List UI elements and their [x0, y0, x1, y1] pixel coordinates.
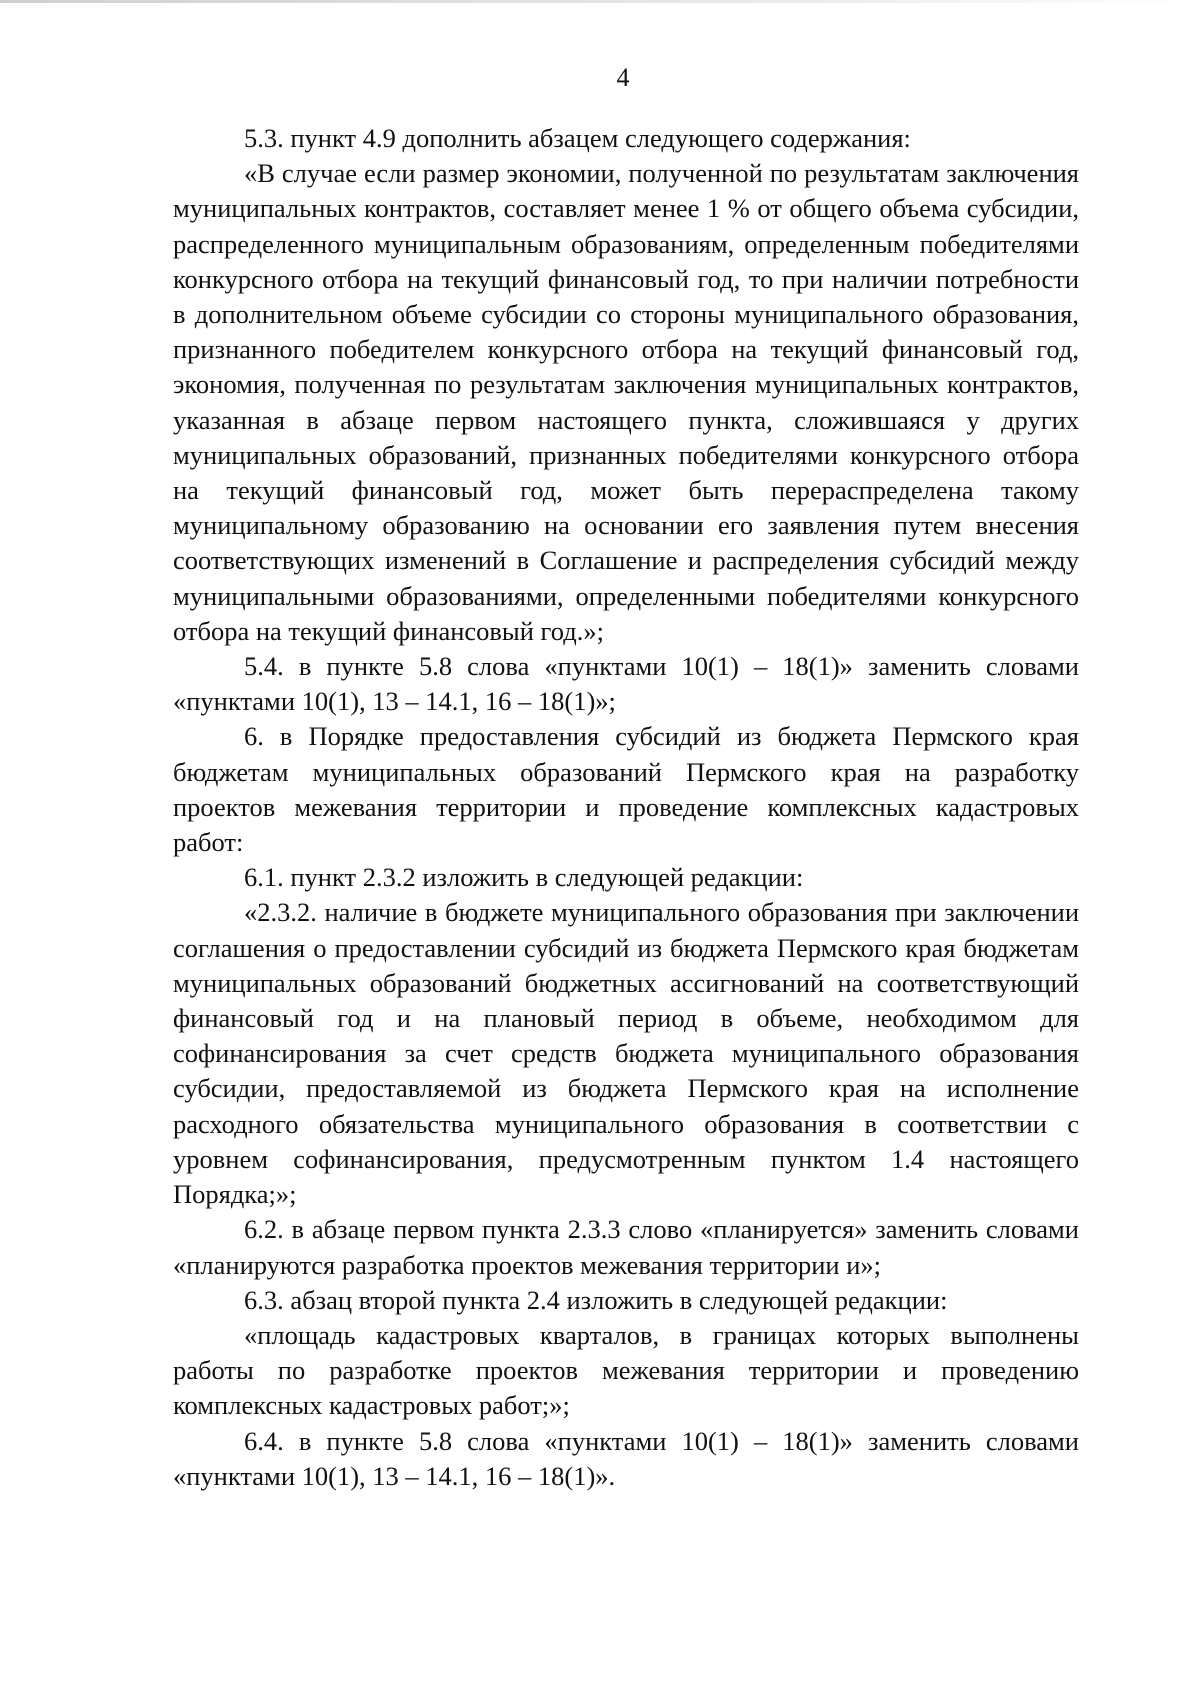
paragraph-6-4: 6.4. в пункте 5.8 слова «пунктами 10(1) – 18(1)» заменить словами «пунктами 10(1), 13 – 14.1, 16 – 18(1)». — [173, 1425, 1079, 1491]
paragraph-6-2: 6.2. в абзаце первом пункта 2.3.3 слово «планируется» заменить словами «планируются разработка проектов межевания территории и»; — [173, 1214, 1079, 1280]
paragraph-6-1-quote: «2.3.2. наличие в бюджете муниципального образования при заключении соглашения о предоставлении субсидий из бюджета Пермского края бюджетам муниципальных образований бюджетных ассигнований на соответствующий финансовый год и на плановый период в объеме, необходимом для софинансирования за счет средств бюджета муниципального образования субсидии, предоставляемой из бюджета Пермского края на исполнение расходного обязательства муниципального образования в соответствии с уровнем софинансирования, предусмотренным пунктом 1.4 настоящего Порядка;»; — [173, 897, 1079, 1210]
page-number: 4 — [616, 63, 630, 92]
paragraph-6: 6. в Порядке предоставления субсидий из бюджета Пермского края бюджетам муниципальных образований Пермского края на разработку проектов межевания территории и проведение комплексных кадастровых работ: — [173, 721, 1079, 858]
document-body — [173, 121, 1079, 1494]
paragraph-5-3: 5.3. пункт 4.9 дополнить абзацем следующего содержания: — [244, 123, 911, 153]
paragraph-5-3-quote: «В случае если размер экономии, полученной по результатам заключения муниципальных контрактов, составляет менее 1 % от общего объема субсидии, распределенного муниципальным образованиям, определенным победителями конкурсного отбора на текущий финансовый год, то при наличии потребности в дополнительном объеме субсидии со стороны муниципального образования, признанного победителем конкурсного отбора на текущий финансовый год, экономия, полученная по результатам заключения муниципальных контрактов, указанная в абзаце первом настоящего пункта, сложившаяся у других муниципальных образований, признанных победителями конкурсного отбора на текущий финансовый год, может быть перераспределена такому муниципальному образованию на основании его заявления путем внесения соответствующих изменений в Соглашение и распределения субсидий между муниципальными образованиями, определенными победителями конкурсного отбора на текущий финансовый год.»; — [173, 158, 1079, 646]
paragraph-6-1: 6.1. пункт 2.3.2 изложить в следующей редакции: — [244, 862, 804, 893]
paragraph-6-3: 6.3. абзац второй пункта 2.4 изложить в следующей редакции: — [244, 1284, 948, 1315]
paragraph-5-4: 5.4. в пункте 5.8 слова «пунктами 10(1) – 18(1)» заменить словами «пунктами 10(1), 13 – 14.1, 16 – 18(1)»; — [173, 651, 1079, 717]
scan-top-edge — [0, 0, 1200, 3]
paragraph-6-3-quote: «площадь кадастровых кварталов, в границах которых выполнены работы по разработке проектов межевания территории и проведению комплексных кадастровых работ;»; — [173, 1319, 1079, 1421]
